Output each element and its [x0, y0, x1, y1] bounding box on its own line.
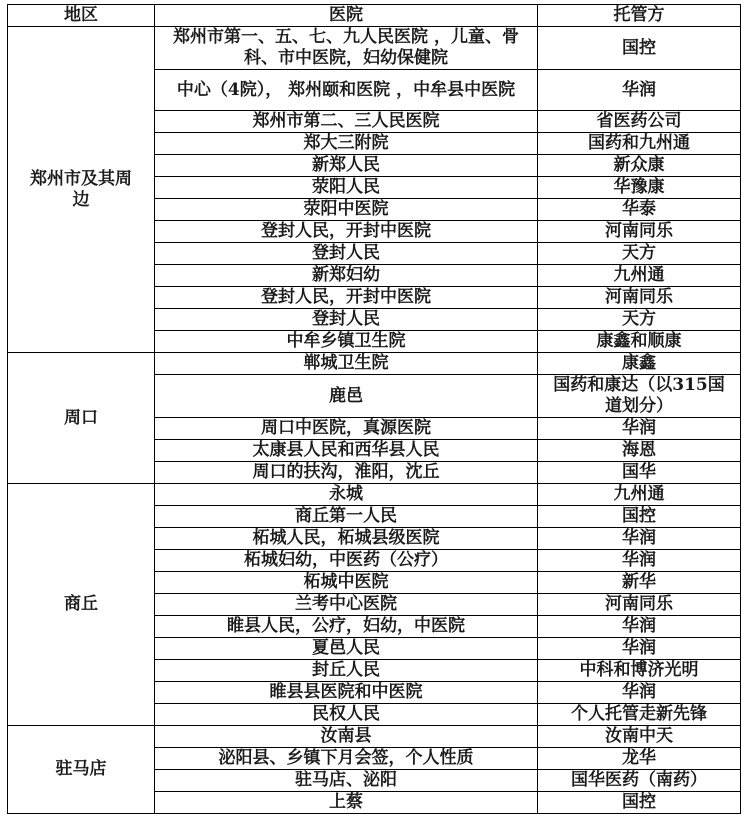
- trustee-cell: 华润: [538, 528, 741, 550]
- trustee-cell: 天方: [538, 243, 741, 265]
- hospital-cell: 荥阳人民: [155, 177, 538, 199]
- trustee-cell: 国控: [538, 792, 741, 814]
- hospital-cell: 登封人民，开封中医院: [155, 221, 538, 243]
- header-hospital: 医院: [155, 5, 538, 27]
- trustee-label: 国药和康达（以315国道划分）: [553, 375, 725, 416]
- hospital-cell: 泌阳县、乡镇下月会签，个人性质: [155, 748, 538, 770]
- hospital-cell: 荥阳中医院: [155, 199, 538, 221]
- hospital-cell: 郑大三附院: [155, 133, 538, 155]
- hospital-cell: 中牟乡镇卫生院: [155, 331, 538, 353]
- trustee-cell: 国药和九州通: [538, 133, 741, 155]
- trustee-cell: 国控: [538, 27, 741, 70]
- hospital-cell: 登封人民，开封中医院: [155, 287, 538, 309]
- trustee-cell: 华泰: [538, 199, 741, 221]
- trustee-cell: 河南同乐: [538, 287, 741, 309]
- trustee-cell: 海恩: [538, 440, 741, 462]
- region-label: 郑州市及其周边: [30, 168, 132, 210]
- hospital-cell: 上蔡: [155, 792, 538, 814]
- table-row: [8, 353, 741, 375]
- hospital-cell: 太康县人民和西华县人民: [155, 440, 538, 462]
- trustee-cell: 康鑫: [538, 353, 741, 375]
- region-cell: [8, 27, 155, 353]
- trustee-cell: 个人托管走新先锋: [538, 704, 741, 726]
- trustee-cell: 华润: [538, 616, 741, 638]
- hospital-cell: 永城: [155, 484, 538, 506]
- table-row: [8, 484, 741, 506]
- trustee-cell: 九州通: [538, 484, 741, 506]
- hospital-cell: 柘城中医院: [155, 572, 538, 594]
- trustee-cell: 龙华: [538, 748, 741, 770]
- region-label: 周口: [64, 407, 98, 428]
- region-cell: [8, 726, 155, 814]
- hospital-cell: 登封人民: [155, 243, 538, 265]
- hospital-cell: 柘城妇幼，中医药（公疗）: [155, 550, 538, 572]
- hospital-cell: 睢县人民，公疗，妇幼，中医院: [155, 616, 538, 638]
- region-cell: [8, 484, 155, 726]
- hospital-cell: 郑州市第一、五、七、九人民医院 ，儿童、骨科、市中医院，妇幼保健院: [155, 27, 538, 70]
- hospital-cell: 商丘第一人民: [155, 506, 538, 528]
- hospital-cell: 新郑人民: [155, 155, 538, 177]
- trustee-cell: 华润: [538, 418, 741, 440]
- hospital-cell: 中心（4院）， 郑州颐和医院 ，中牟县中医院: [155, 70, 538, 111]
- trustee-cell: 国控: [538, 506, 741, 528]
- trustee-cell: [538, 375, 741, 418]
- region-label: 驻马店: [55, 759, 107, 779]
- trustee-cell: 河南同乐: [538, 594, 741, 616]
- hospital-cell: 郑州市第二、三人民医院: [155, 111, 538, 133]
- header-trustee: 托管方: [538, 5, 741, 27]
- trustee-cell: 天方: [538, 309, 741, 331]
- table-row: [8, 27, 741, 70]
- trustee-cell: 省医药公司: [538, 111, 741, 133]
- hospital-cell: 夏邑人民: [155, 638, 538, 660]
- trustee-cell: 汝南中天: [538, 726, 741, 748]
- header-region: 地区: [8, 5, 155, 27]
- trustee-cell: 康鑫和顺康: [538, 331, 741, 353]
- trustee-cell: 河南同乐: [538, 221, 741, 243]
- region-cell: [8, 353, 155, 484]
- hospital-cell: 鹿邑: [155, 375, 538, 418]
- trustee-cell: 国华医药（南药）: [538, 770, 741, 792]
- hospital-cell: 睢县县医院和中医院: [155, 682, 538, 704]
- trustee-cell: 新众康: [538, 155, 741, 177]
- trustee-cell: 华润: [538, 70, 741, 111]
- hospital-cell: 封丘人民: [155, 660, 538, 682]
- region-label: 商丘: [64, 594, 98, 614]
- trustee-cell: 国华: [538, 462, 741, 484]
- hospital-trusteeship-table: [7, 4, 741, 814]
- trustee-cell: 华润: [538, 638, 741, 660]
- hospital-cell: 民权人民: [155, 704, 538, 726]
- hospital-cell: 周口中医院，真源医院: [155, 418, 538, 440]
- trustee-cell: 新华: [538, 572, 741, 594]
- trustee-cell: 九州通: [538, 265, 741, 287]
- hospital-cell: 登封人民: [155, 309, 538, 331]
- hospital-cell: 驻马店、泌阳: [155, 770, 538, 792]
- hospital-cell: 兰考中心医院: [155, 594, 538, 616]
- trustee-cell: 华豫康: [538, 177, 741, 199]
- trustee-cell: 华润: [538, 682, 741, 704]
- hospital-cell: 柘城人民，柘城县级医院: [155, 528, 538, 550]
- trustee-cell: 华润: [538, 550, 741, 572]
- trustee-cell: 中科和博济光明: [538, 660, 741, 682]
- hospital-cell: 郸城卫生院: [155, 353, 538, 375]
- hospital-cell: 周口的扶沟，淮阳，沈丘: [155, 462, 538, 484]
- table-row: [8, 726, 741, 748]
- hospital-cell: 新郑妇幼: [155, 265, 538, 287]
- header-row: [8, 5, 741, 27]
- hospital-cell: 汝南县: [155, 726, 538, 748]
